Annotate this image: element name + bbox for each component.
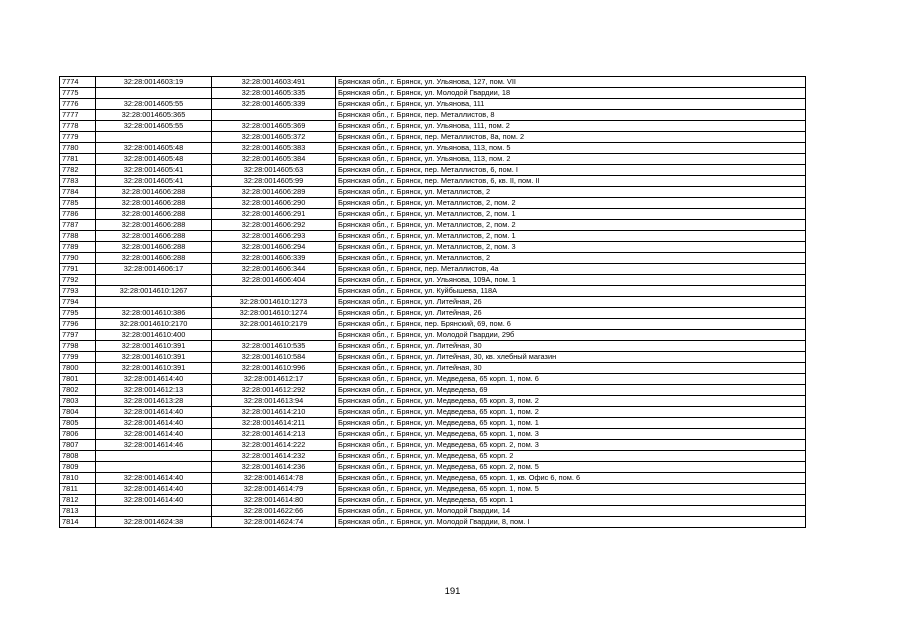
table-row [60, 330, 806, 341]
land-cadastral-number-cell [96, 506, 212, 517]
row-number-cell: 7809 [60, 462, 96, 473]
table-row [60, 407, 806, 418]
table-row [60, 286, 806, 297]
land-cadastral-number-cell [96, 88, 212, 99]
address-cell: Брянская обл., г. Брянск, ул. Медведева, 65 корп. 2, пом. 5 [336, 462, 806, 473]
row-number-cell: 7780 [60, 143, 96, 154]
table-row [60, 165, 806, 176]
row-number-cell: 7796 [60, 319, 96, 330]
object-cadastral-number-cell: 32:28:0014606:339 [212, 253, 336, 264]
table-row [60, 220, 806, 231]
row-number-cell: 7813 [60, 506, 96, 517]
object-cadastral-number-cell: 32:28:0014622:66 [212, 506, 336, 517]
table-row [60, 451, 806, 462]
address-cell: Брянская обл., г. Брянск, ул. Куйбышева, 118А [336, 286, 806, 297]
address-cell: Брянская обл., г. Брянск, ул. Металлистов, 2, пом. 3 [336, 242, 806, 253]
row-number-cell: 7811 [60, 484, 96, 495]
land-cadastral-number-cell: 32:28:0014606:17 [96, 264, 212, 275]
object-cadastral-number-cell: 32:28:0014612:17 [212, 374, 336, 385]
address-cell: Брянская обл., г. Брянск, ул. Металлистов, 2, пом. 1 [336, 209, 806, 220]
object-cadastral-number-cell: 32:28:0014614:78 [212, 473, 336, 484]
address-cell: Брянская обл., г. Брянск, ул. Ульянова, 113, пом. 2 [336, 154, 806, 165]
object-cadastral-number-cell: 32:28:0014605:384 [212, 154, 336, 165]
land-cadastral-number-cell [96, 297, 212, 308]
land-cadastral-number-cell: 32:28:0014614:40 [96, 484, 212, 495]
table-row [60, 121, 806, 132]
address-cell: Брянская обл., г. Брянск, ул. Ульянова, 109А, пом. 1 [336, 275, 806, 286]
table-row [60, 429, 806, 440]
object-cadastral-number-cell: 32:28:0014606:289 [212, 187, 336, 198]
land-cadastral-number-cell: 32:28:0014605:41 [96, 165, 212, 176]
object-cadastral-number-cell: 32:28:0014605:99 [212, 176, 336, 187]
object-cadastral-number-cell: 32:28:0014612:292 [212, 385, 336, 396]
row-number-cell: 7778 [60, 121, 96, 132]
land-cadastral-number-cell: 32:28:0014614:40 [96, 495, 212, 506]
object-cadastral-number-cell: 32:28:0014606:404 [212, 275, 336, 286]
object-cadastral-number-cell [212, 330, 336, 341]
address-cell: Брянская обл., г. Брянск, ул. Медведева, 65 корп. 1, пом. 3 [336, 429, 806, 440]
row-number-cell: 7785 [60, 198, 96, 209]
land-cadastral-number-cell: 32:28:0014613:28 [96, 396, 212, 407]
table-row [60, 418, 806, 429]
object-cadastral-number-cell: 32:28:0014606:294 [212, 242, 336, 253]
address-cell: Брянская обл., г. Брянск, ул. Литейная, 26 [336, 297, 806, 308]
page-number: 191 [444, 586, 461, 597]
row-number-cell: 7775 [60, 88, 96, 99]
address-cell: Брянская обл., г. Брянск, ул. Металлистов, 2 [336, 187, 806, 198]
object-cadastral-number-cell: 32:28:0014605:63 [212, 165, 336, 176]
address-cell: Брянская обл., г. Брянск, ул. Молодой Гвардии, 29б [336, 330, 806, 341]
address-cell: Брянская обл., г. Брянск, ул. Металлистов, 2, пом. 1 [336, 231, 806, 242]
address-cell: Брянская обл., г. Брянск, ул. Металлистов, 2 [336, 253, 806, 264]
row-number-cell: 7786 [60, 209, 96, 220]
object-cadastral-number-cell: 32:28:0014606:290 [212, 198, 336, 209]
object-cadastral-number-cell: 32:28:0014605:335 [212, 88, 336, 99]
object-cadastral-number-cell: 32:28:0014614:211 [212, 418, 336, 429]
row-number-cell: 7790 [60, 253, 96, 264]
object-cadastral-number-cell: 32:28:0014610:1274 [212, 308, 336, 319]
row-number-cell: 7779 [60, 132, 96, 143]
row-number-cell: 7808 [60, 451, 96, 462]
row-number-cell: 7802 [60, 385, 96, 396]
table-row [60, 99, 806, 110]
land-cadastral-number-cell: 32:28:0014605:55 [96, 99, 212, 110]
table-row [60, 517, 806, 528]
address-cell: Брянская обл., г. Брянск, ул. Медведева, 65 корп. 2 [336, 451, 806, 462]
address-cell: Брянская обл., г. Брянск, ул. Ульянова, 111, пом. 2 [336, 121, 806, 132]
object-cadastral-number-cell: 32:28:0014614:79 [212, 484, 336, 495]
row-number-cell: 7776 [60, 99, 96, 110]
address-cell: Брянская обл., г. Брянск, ул. Медведева, 65 корп. 1, кв. Офис 6, пом. 6 [336, 473, 806, 484]
table-row [60, 484, 806, 495]
land-cadastral-number-cell: 32:28:0014606:288 [96, 209, 212, 220]
table-row [60, 242, 806, 253]
row-number-cell: 7801 [60, 374, 96, 385]
object-cadastral-number-cell: 32:28:0014605:339 [212, 99, 336, 110]
land-cadastral-number-cell: 32:28:0014606:288 [96, 198, 212, 209]
address-cell: Брянская обл., г. Брянск, пер. Брянский, 69, пом. 6 [336, 319, 806, 330]
table-row [60, 187, 806, 198]
address-cell: Брянская обл., г. Брянск, пер. Металлистов, 6, пом. I [336, 165, 806, 176]
address-cell: Брянская обл., г. Брянск, пер. Металлистов, 6, кв. II, пом. II [336, 176, 806, 187]
row-number-cell: 7805 [60, 418, 96, 429]
row-number-cell: 7803 [60, 396, 96, 407]
address-cell: Брянская обл., г. Брянск, ул. Металлистов, 2, пом. 2 [336, 220, 806, 231]
table-row [60, 264, 806, 275]
address-cell: Брянская обл., г. Брянск, ул. Медведева, 65 корп. 2, пом. 3 [336, 440, 806, 451]
object-cadastral-number-cell: 32:28:0014614:210 [212, 407, 336, 418]
object-cadastral-number-cell: 32:28:0014610:584 [212, 352, 336, 363]
land-cadastral-number-cell [96, 451, 212, 462]
address-cell: Брянская обл., г. Брянск, ул. Молодой Гвардии, 8, пом. I [336, 517, 806, 528]
land-cadastral-number-cell: 32:28:0014610:391 [96, 363, 212, 374]
row-number-cell: 7791 [60, 264, 96, 275]
address-cell: Брянская обл., г. Брянск, пер. Металлистов, 8а, пом. 2 [336, 132, 806, 143]
address-cell: Брянская обл., г. Брянск, ул. Ульянова, 113, пом. 5 [336, 143, 806, 154]
land-cadastral-number-cell: 32:28:0014610:386 [96, 308, 212, 319]
table-row [60, 396, 806, 407]
table-row [60, 374, 806, 385]
row-number-cell: 7807 [60, 440, 96, 451]
table-row [60, 198, 806, 209]
object-cadastral-number-cell: 32:28:0014605:369 [212, 121, 336, 132]
land-cadastral-number-cell: 32:28:0014614:40 [96, 473, 212, 484]
land-cadastral-number-cell: 32:28:0014614:40 [96, 407, 212, 418]
table-row [60, 110, 806, 121]
row-number-cell: 7797 [60, 330, 96, 341]
row-number-cell: 7804 [60, 407, 96, 418]
table-row [60, 341, 806, 352]
table-row [60, 143, 806, 154]
row-number-cell: 7812 [60, 495, 96, 506]
land-cadastral-number-cell: 32:28:0014606:288 [96, 242, 212, 253]
row-number-cell: 7800 [60, 363, 96, 374]
table-row [60, 231, 806, 242]
object-cadastral-number-cell: 32:28:0014614:80 [212, 495, 336, 506]
row-number-cell: 7783 [60, 176, 96, 187]
row-number-cell: 7781 [60, 154, 96, 165]
land-cadastral-number-cell: 32:28:0014614:46 [96, 440, 212, 451]
land-cadastral-number-cell: 32:28:0014605:48 [96, 143, 212, 154]
object-cadastral-number-cell [212, 286, 336, 297]
table-row [60, 275, 806, 286]
land-cadastral-number-cell: 32:28:0014610:391 [96, 341, 212, 352]
table-row [60, 462, 806, 473]
object-cadastral-number-cell: 32:28:0014606:293 [212, 231, 336, 242]
table-row [60, 297, 806, 308]
table-row [60, 253, 806, 264]
address-cell: Брянская обл., г. Брянск, ул. Медведева, 65 корп. 1, пом. 2 [336, 407, 806, 418]
row-number-cell: 7789 [60, 242, 96, 253]
land-cadastral-number-cell: 32:28:0014612:13 [96, 385, 212, 396]
address-cell: Брянская обл., г. Брянск, ул. Литейная, 30 [336, 341, 806, 352]
land-cadastral-number-cell: 32:28:0014605:365 [96, 110, 212, 121]
row-number-cell: 7782 [60, 165, 96, 176]
address-cell: Брянская обл., г. Брянск, ул. Медведева, 65 корп. 1 [336, 495, 806, 506]
object-cadastral-number-cell: 32:28:0014610:535 [212, 341, 336, 352]
address-cell: Брянская обл., г. Брянск, ул. Медведева, 65 корп. 1, пом. 5 [336, 484, 806, 495]
object-cadastral-number-cell: 32:28:0014613:94 [212, 396, 336, 407]
land-cadastral-number-cell: 32:28:0014610:391 [96, 352, 212, 363]
table-row [60, 209, 806, 220]
table-row [60, 154, 806, 165]
address-cell: Брянская обл., г. Брянск, ул. Литейная, 30 [336, 363, 806, 374]
row-number-cell: 7794 [60, 297, 96, 308]
address-cell: Брянская обл., г. Брянск, ул. Медведева, 65 корп. 1, пом. 6 [336, 374, 806, 385]
address-cell: Брянская обл., г. Брянск, ул. Медведева, 65 корп. 1, пом. 1 [336, 418, 806, 429]
object-cadastral-number-cell: 32:28:0014606:292 [212, 220, 336, 231]
row-number-cell: 7814 [60, 517, 96, 528]
address-cell: Брянская обл., г. Брянск, ул. Медведева, 65 корп. 3, пом. 2 [336, 396, 806, 407]
address-cell: Брянская обл., г. Брянск, ул. Ульянова, 127, пом. VII [336, 77, 806, 88]
row-number-cell: 7795 [60, 308, 96, 319]
table-row [60, 352, 806, 363]
land-cadastral-number-cell: 32:28:0014603:19 [96, 77, 212, 88]
row-number-cell: 7793 [60, 286, 96, 297]
table-row [60, 363, 806, 374]
object-cadastral-number-cell: 32:28:0014605:372 [212, 132, 336, 143]
table-row [60, 77, 806, 88]
object-cadastral-number-cell: 32:28:0014614:213 [212, 429, 336, 440]
land-cadastral-number-cell: 32:28:0014605:41 [96, 176, 212, 187]
address-cell: Брянская обл., г. Брянск, ул. Молодой Гвардии, 14 [336, 506, 806, 517]
land-cadastral-number-cell: 32:28:0014610:1267 [96, 286, 212, 297]
table-row [60, 473, 806, 484]
land-cadastral-number-cell: 32:28:0014606:288 [96, 187, 212, 198]
row-number-cell: 7784 [60, 187, 96, 198]
land-cadastral-number-cell: 32:28:0014606:288 [96, 253, 212, 264]
land-cadastral-number-cell: 32:28:0014610:2170 [96, 319, 212, 330]
address-cell: Брянская обл., г. Брянск, ул. Ульянова, 111 [336, 99, 806, 110]
address-cell: Брянская обл., г. Брянск, ул. Литейная, 26 [336, 308, 806, 319]
address-cell: Брянская обл., г. Брянск, ул. Медведева, 69 [336, 385, 806, 396]
row-number-cell: 7787 [60, 220, 96, 231]
object-cadastral-number-cell: 32:28:0014606:344 [212, 264, 336, 275]
object-cadastral-number-cell: 32:28:0014614:232 [212, 451, 336, 462]
table-row [60, 132, 806, 143]
address-cell: Брянская обл., г. Брянск, пер. Металлистов, 4а [336, 264, 806, 275]
address-cell: Брянская обл., г. Брянск, ул. Молодой Гвардии, 18 [336, 88, 806, 99]
table-row [60, 440, 806, 451]
object-cadastral-number-cell: 32:28:0014614:236 [212, 462, 336, 473]
land-cadastral-number-cell: 32:28:0014606:288 [96, 231, 212, 242]
row-number-cell: 7799 [60, 352, 96, 363]
table-row [60, 308, 806, 319]
object-cadastral-number-cell [212, 110, 336, 121]
row-number-cell: 7777 [60, 110, 96, 121]
row-number-cell: 7788 [60, 231, 96, 242]
table-row [60, 88, 806, 99]
object-cadastral-number-cell: 32:28:0014603:491 [212, 77, 336, 88]
row-number-cell: 7792 [60, 275, 96, 286]
row-number-cell: 7798 [60, 341, 96, 352]
registry-table [59, 76, 806, 528]
object-cadastral-number-cell: 32:28:0014606:291 [212, 209, 336, 220]
address-cell: Брянская обл., г. Брянск, пер. Металлистов, 8 [336, 110, 806, 121]
land-cadastral-number-cell: 32:28:0014606:288 [96, 220, 212, 231]
row-number-cell: 7810 [60, 473, 96, 484]
object-cadastral-number-cell: 32:28:0014610:2179 [212, 319, 336, 330]
object-cadastral-number-cell: 32:28:0014614:222 [212, 440, 336, 451]
registry-table-body [60, 77, 806, 528]
table-row [60, 176, 806, 187]
land-cadastral-number-cell [96, 462, 212, 473]
table-row [60, 495, 806, 506]
land-cadastral-number-cell: 32:28:0014610:400 [96, 330, 212, 341]
object-cadastral-number-cell: 32:28:0014610:996 [212, 363, 336, 374]
address-cell: Брянская обл., г. Брянск, ул. Металлистов, 2, пом. 2 [336, 198, 806, 209]
land-cadastral-number-cell [96, 275, 212, 286]
land-cadastral-number-cell [96, 132, 212, 143]
table-row [60, 385, 806, 396]
land-cadastral-number-cell: 32:28:0014614:40 [96, 374, 212, 385]
land-cadastral-number-cell: 32:28:0014614:40 [96, 418, 212, 429]
row-number-cell: 7806 [60, 429, 96, 440]
row-number-cell: 7774 [60, 77, 96, 88]
land-cadastral-number-cell: 32:28:0014605:55 [96, 121, 212, 132]
object-cadastral-number-cell: 32:28:0014605:383 [212, 143, 336, 154]
address-cell: Брянская обл., г. Брянск, ул. Литейная, 30, кв. хлебный магазин [336, 352, 806, 363]
land-cadastral-number-cell: 32:28:0014614:40 [96, 429, 212, 440]
object-cadastral-number-cell: 32:28:0014624:74 [212, 517, 336, 528]
table-row [60, 506, 806, 517]
table-row [60, 319, 806, 330]
object-cadastral-number-cell: 32:28:0014610:1273 [212, 297, 336, 308]
land-cadastral-number-cell: 32:28:0014624:38 [96, 517, 212, 528]
land-cadastral-number-cell: 32:28:0014605:48 [96, 154, 212, 165]
